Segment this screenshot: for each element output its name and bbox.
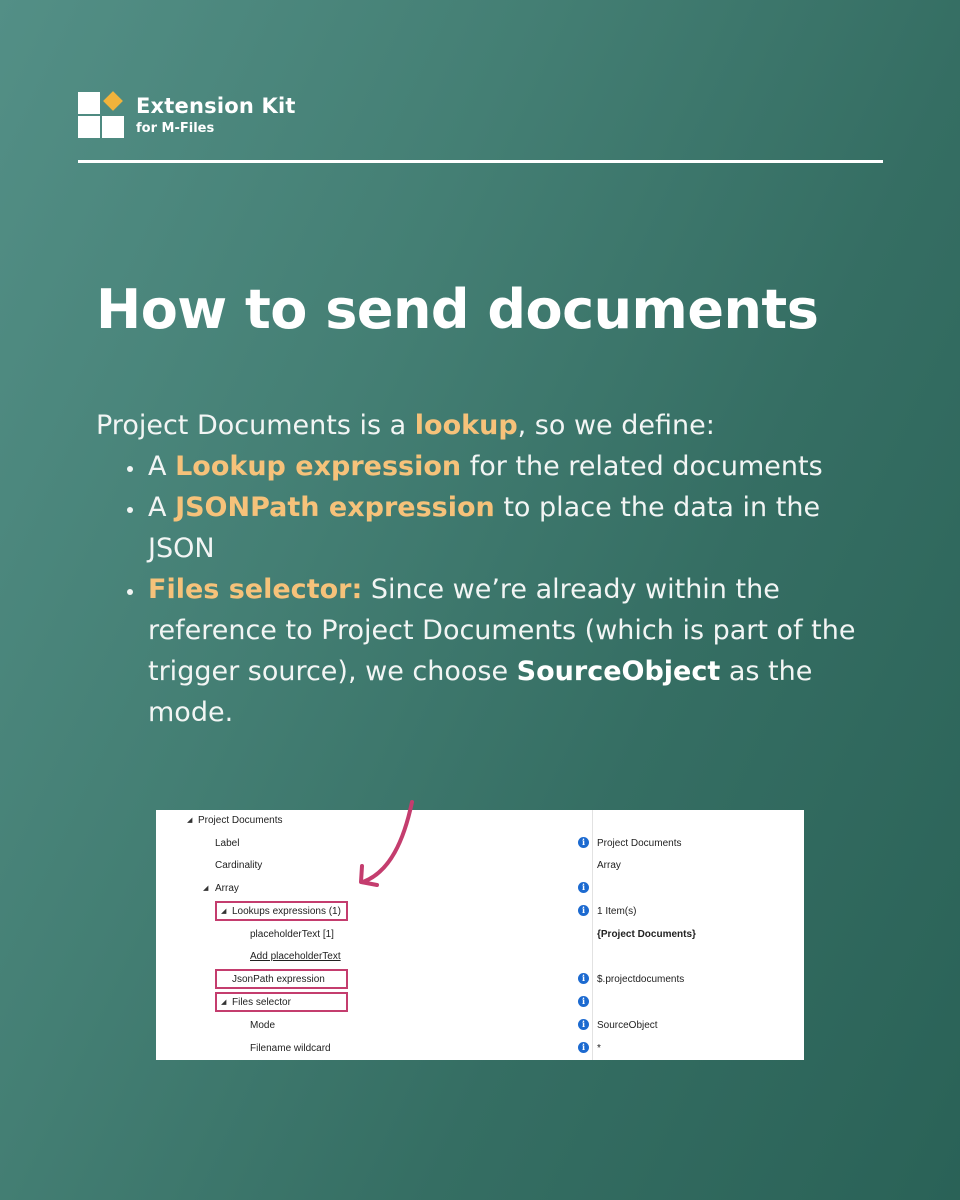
info-icon[interactable]: i [578, 905, 589, 916]
value-filename-wildcard[interactable]: * [597, 1043, 601, 1054]
info-icon[interactable]: i [578, 1019, 589, 1030]
bullet-text: Since we’re already within the reference to Project Documents (which is part of the trigger source), we choose [148, 574, 856, 687]
bullet-highlight: Files selector: [148, 574, 363, 605]
value-cardinality[interactable]: Array [597, 860, 621, 871]
column-divider [592, 810, 593, 1060]
add-placeholder-text-link[interactable]: Add placeholderText [250, 951, 341, 962]
row-jsonpath-expression[interactable]: JsonPath expression [232, 974, 325, 985]
info-icon[interactable]: i [578, 973, 589, 984]
header-divider [78, 160, 883, 163]
value-mode[interactable]: SourceObject [597, 1020, 658, 1031]
value-lookups-expressions[interactable]: 1 Item(s) [597, 906, 637, 917]
row-array[interactable]: Array [215, 883, 239, 894]
row-files-selector[interactable]: Files selector [232, 997, 291, 1008]
bullet-text: to place the data in the JSON [148, 492, 821, 564]
row-project-documents[interactable]: Project Documents [198, 815, 283, 826]
collapse-triangle-icon[interactable]: ◢ [221, 908, 227, 915]
extension-kit-logo-icon [78, 92, 128, 142]
row-placeholder-text: placeholderText [1] [250, 929, 334, 940]
value-jsonpath-expression[interactable]: $.projectdocuments [597, 974, 685, 985]
bullet-prefix: A [148, 451, 176, 482]
bullet-files-selector [146, 569, 886, 733]
row-label-label: Label [215, 838, 240, 849]
bullet-bold: SourceObject [516, 656, 721, 687]
info-icon[interactable]: i [578, 882, 589, 893]
row-lookups-expressions[interactable]: Lookups expressions (1) [232, 906, 341, 917]
bullet-suffix: as the mode. [148, 656, 813, 728]
collapse-triangle-icon[interactable]: ◢ [203, 885, 209, 892]
row-mode: Mode [250, 1020, 276, 1031]
bullet-lookup-expression [146, 446, 886, 487]
collapse-triangle-icon[interactable]: ◢ [187, 817, 193, 824]
intro-text-after: , so we define: [517, 410, 715, 441]
body-text [96, 405, 886, 733]
bullet-text: for the related documents [461, 451, 823, 482]
collapse-triangle-icon[interactable]: ◢ [221, 999, 227, 1006]
info-icon[interactable]: i [578, 1042, 589, 1053]
page-title: How to send documents [96, 278, 819, 341]
value-placeholder-text[interactable]: {Project Documents} [597, 929, 696, 940]
intro-highlight: lookup [414, 410, 518, 441]
pointer-arrow-icon [190, 790, 440, 900]
bullet-highlight: Lookup expression [175, 451, 462, 482]
row-label-cardinality: Cardinality [215, 860, 263, 871]
brand-title: Extension Kit [136, 94, 296, 118]
bullet-list [96, 446, 886, 733]
info-icon[interactable]: i [578, 837, 589, 848]
info-icon[interactable]: i [578, 996, 589, 1007]
bullet-jsonpath-expression [146, 487, 886, 569]
row-filename-wildcard: Filename wildcard [250, 1043, 331, 1054]
value-label[interactable]: Project Documents [597, 838, 682, 849]
intro-text-before: Project Documents is a [96, 410, 415, 441]
brand-logo [78, 92, 338, 142]
bullet-prefix: A [148, 492, 176, 523]
intro-paragraph [96, 405, 886, 446]
brand-subtitle: for M-Files [136, 121, 215, 136]
bullet-highlight: JSONPath expression [175, 492, 495, 523]
